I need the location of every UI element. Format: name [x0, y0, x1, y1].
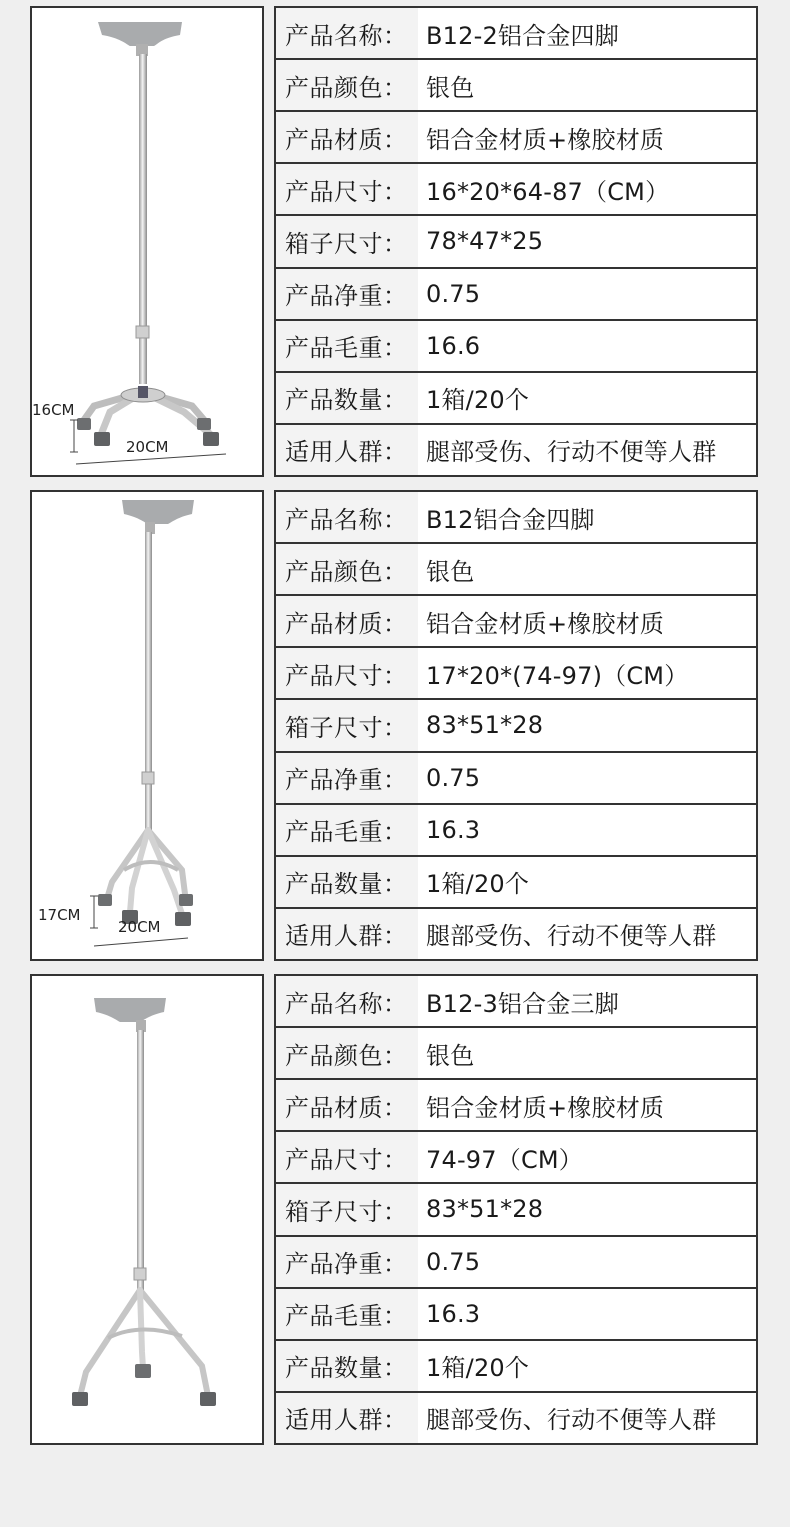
spec-value: 0.75 — [418, 269, 756, 319]
spec-label: 产品数量： — [276, 1341, 418, 1391]
spec-row-box-size — [276, 1184, 756, 1234]
spec-value: B12-3铝合金三脚 — [418, 976, 756, 1026]
spec-row-audience — [276, 909, 756, 959]
spec-label: 产品名称： — [276, 976, 418, 1026]
tripod-cane-illustration — [32, 976, 262, 1443]
spec-row-size — [276, 164, 756, 214]
spec-label: 产品毛重： — [276, 805, 418, 855]
spec-row-size — [276, 1132, 756, 1182]
cane-handle — [98, 22, 182, 46]
spec-value: 银色 — [418, 1028, 756, 1078]
spec-label: 适用人群： — [276, 1393, 418, 1443]
width-dimension-label: 20CM — [118, 918, 161, 936]
spec-row-net-weight — [276, 269, 756, 319]
spec-value: 74-97（CM） — [418, 1132, 756, 1182]
spec-table-b12-3 — [274, 974, 758, 1445]
spec-value: 83*51*28 — [418, 700, 756, 750]
spec-row-net-weight — [276, 753, 756, 803]
spec-value: 16.3 — [418, 805, 756, 855]
spec-label: 产品净重： — [276, 753, 418, 803]
spec-label: 箱子尺寸： — [276, 1184, 418, 1234]
spec-row-gross-weight — [276, 805, 756, 855]
spec-label: 产品数量： — [276, 373, 418, 423]
spec-label: 产品毛重： — [276, 1289, 418, 1339]
spec-row-color — [276, 60, 756, 110]
spec-label: 产品数量： — [276, 857, 418, 907]
spec-label: 产品颜色： — [276, 1028, 418, 1078]
spec-row-name — [276, 8, 756, 58]
height-dimension-label: 16CM — [32, 401, 75, 419]
spec-row-audience — [276, 425, 756, 475]
spec-value: 铝合金材质+橡胶材质 — [418, 112, 756, 162]
rubber-foot — [135, 1364, 151, 1378]
spec-label: 产品材质： — [276, 596, 418, 646]
spec-label: 箱子尺寸： — [276, 216, 418, 266]
product-image-b12-2 — [30, 6, 264, 477]
product-image-b12-3 — [30, 974, 264, 1445]
spec-value: B12铝合金四脚 — [418, 492, 756, 542]
cane-handle — [94, 998, 166, 1022]
spec-table-b12 — [274, 490, 758, 961]
spec-table-b12-2 — [274, 6, 758, 477]
height-dimension-label: 17CM — [38, 906, 81, 924]
spec-value: 1箱/20个 — [418, 1341, 756, 1391]
spec-row-color — [276, 544, 756, 594]
spec-label: 产品材质： — [276, 1080, 418, 1130]
rubber-foot — [94, 432, 110, 446]
spec-label: 产品净重： — [276, 269, 418, 319]
spec-row-box-size — [276, 700, 756, 750]
rubber-foot — [197, 418, 211, 430]
spec-value: 17*20*(74-97)（CM） — [418, 648, 756, 698]
spec-row-color — [276, 1028, 756, 1078]
rubber-foot — [203, 432, 219, 446]
spec-value: 0.75 — [418, 753, 756, 803]
spec-value: 铝合金材质+橡胶材质 — [418, 1080, 756, 1130]
spec-row-gross-weight — [276, 1289, 756, 1339]
spec-label: 适用人群： — [276, 909, 418, 959]
spec-value: 16.3 — [418, 1289, 756, 1339]
spec-row-material — [276, 596, 756, 646]
spec-label: 产品尺寸： — [276, 1132, 418, 1182]
spec-value: 78*47*25 — [418, 216, 756, 266]
spec-label: 产品材质： — [276, 112, 418, 162]
spec-value: 银色 — [418, 60, 756, 110]
rubber-foot — [200, 1392, 216, 1406]
product-card-b12-2 — [30, 6, 758, 477]
spec-label: 产品名称： — [276, 8, 418, 58]
spec-label: 产品毛重： — [276, 321, 418, 371]
spec-value: 银色 — [418, 544, 756, 594]
product-card-b12 — [30, 490, 758, 961]
spec-value: 1箱/20个 — [418, 857, 756, 907]
spec-value: 16.6 — [418, 321, 756, 371]
spec-label: 产品颜色： — [276, 60, 418, 110]
spec-value: 腿部受伤、行动不便等人群 — [418, 1393, 756, 1443]
quad-cane-wide-base-illustration — [32, 8, 262, 475]
width-dimension-line — [94, 938, 188, 946]
rubber-foot — [72, 1392, 88, 1406]
spec-row-material — [276, 112, 756, 162]
spec-row-box-size — [276, 216, 756, 266]
rubber-foot — [98, 894, 112, 906]
spec-row-quantity — [276, 857, 756, 907]
spec-row-quantity — [276, 1341, 756, 1391]
spec-value: 腿部受伤、行动不便等人群 — [418, 909, 756, 959]
spec-value: 83*51*28 — [418, 1184, 756, 1234]
spec-label: 产品颜色： — [276, 544, 418, 594]
spec-value: 铝合金材质+橡胶材质 — [418, 596, 756, 646]
spec-value: B12-2铝合金四脚 — [418, 8, 756, 58]
spec-label: 箱子尺寸： — [276, 700, 418, 750]
spec-row-audience — [276, 1393, 756, 1443]
spec-row-name — [276, 976, 756, 1026]
spec-row-material — [276, 1080, 756, 1130]
spec-label: 产品尺寸： — [276, 648, 418, 698]
rubber-foot — [77, 418, 91, 430]
cane-shaft — [137, 1030, 144, 1292]
spec-label: 产品净重： — [276, 1237, 418, 1287]
spec-value: 1箱/20个 — [418, 373, 756, 423]
spec-label: 产品名称： — [276, 492, 418, 542]
spec-value: 16*20*64-87（CM） — [418, 164, 756, 214]
spec-row-quantity — [276, 373, 756, 423]
rubber-foot — [175, 912, 191, 926]
spec-row-gross-weight — [276, 321, 756, 371]
spec-value: 0.75 — [418, 1237, 756, 1287]
spec-label: 产品尺寸： — [276, 164, 418, 214]
spec-row-name — [276, 492, 756, 542]
width-dimension-label: 20CM — [126, 438, 169, 456]
spec-row-size — [276, 648, 756, 698]
quad-cane-narrow-base-illustration — [32, 492, 262, 959]
cane-shaft — [145, 532, 152, 832]
product-card-b12-3 — [30, 974, 758, 1445]
cane-handle — [122, 500, 194, 524]
spec-label: 适用人群： — [276, 425, 418, 475]
product-image-b12 — [30, 490, 264, 961]
spec-value: 腿部受伤、行动不便等人群 — [418, 425, 756, 475]
rubber-foot — [179, 894, 193, 906]
spec-row-net-weight — [276, 1237, 756, 1287]
